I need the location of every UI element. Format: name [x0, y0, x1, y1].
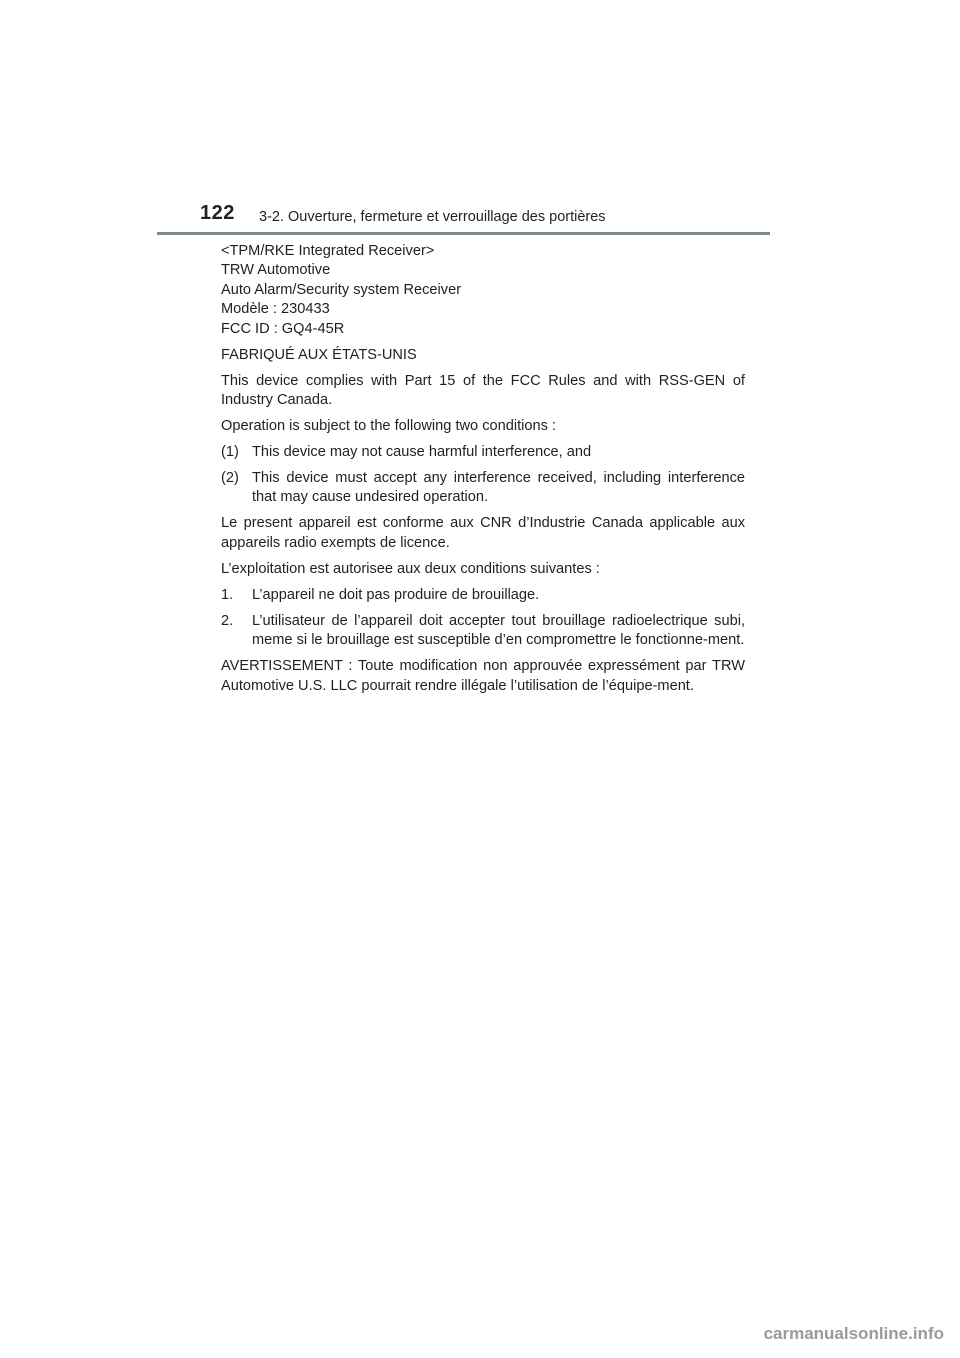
- list-item-text: L’utilisateur de l’appareil doit accepter tout brouillage radioelectrique subi, meme si le brouillage est susceptible d’en compromettre le fonctionne-ment.: [252, 612, 745, 649]
- watermark: carmanualsonline.info: [763, 1324, 944, 1343]
- list-item-text: This device must accept any interference received, including interference that may cause undesired operation.: [252, 470, 745, 506]
- list-item-number: (2): [221, 470, 239, 487]
- list-item: [221, 612, 745, 651]
- list-item: [221, 443, 745, 462]
- section-title: 3-2. Ouverture, fermeture et verrouillage des portières: [259, 209, 606, 225]
- receiver-line: Modèle : 230433: [221, 301, 330, 318]
- receiver-line: <TPM/RKE Integrated Receiver>: [221, 243, 435, 259]
- list-item: [221, 469, 745, 508]
- warning-paragraph: AVERTISSEMENT : Toute modification non approuvée expressément par TRW Automotive U.S. LLC pourrait rendre illégale l’utilisation de l’équipe-ment.: [221, 658, 745, 694]
- list-item-number: 2.: [221, 612, 234, 629]
- receiver-line: Auto Alarm/Security system Receiver: [221, 281, 462, 298]
- receiver-line: TRW Automotive: [221, 262, 331, 279]
- page-number: 122: [200, 202, 235, 224]
- conditions-en-intro: Operation is subject to the following two conditions :: [221, 418, 557, 435]
- list-item-number: (1): [221, 444, 239, 461]
- page-content: [221, 242, 745, 703]
- conditions-fr-intro: L’exploitation est autorisee aux deux conditions suivantes :: [221, 560, 600, 577]
- receiver-line: FCC ID : GQ4-45R: [221, 320, 345, 337]
- header-divider: [157, 232, 770, 235]
- list-item-text: This device may not cause harmful interference, and: [252, 444, 592, 461]
- made-in-text: FABRIQUÉ AUX ÉTATS-UNIS: [221, 346, 417, 363]
- list-item: [221, 586, 745, 605]
- list-item-number: 1.: [221, 586, 234, 603]
- page-header: [0, 0, 960, 240]
- compliance-fr-paragraph: Le present appareil est conforme aux CNR d’Industrie Canada applicable aux appareils radio exempts de licence.: [221, 515, 745, 551]
- receiver-info: [221, 242, 745, 339]
- list-item-text: L’appareil ne doit pas produire de brouillage.: [252, 586, 540, 603]
- compliance-en-paragraph: This device complies with Part 15 of the FCC Rules and with RSS-GEN of Industry Canada.: [221, 372, 745, 409]
